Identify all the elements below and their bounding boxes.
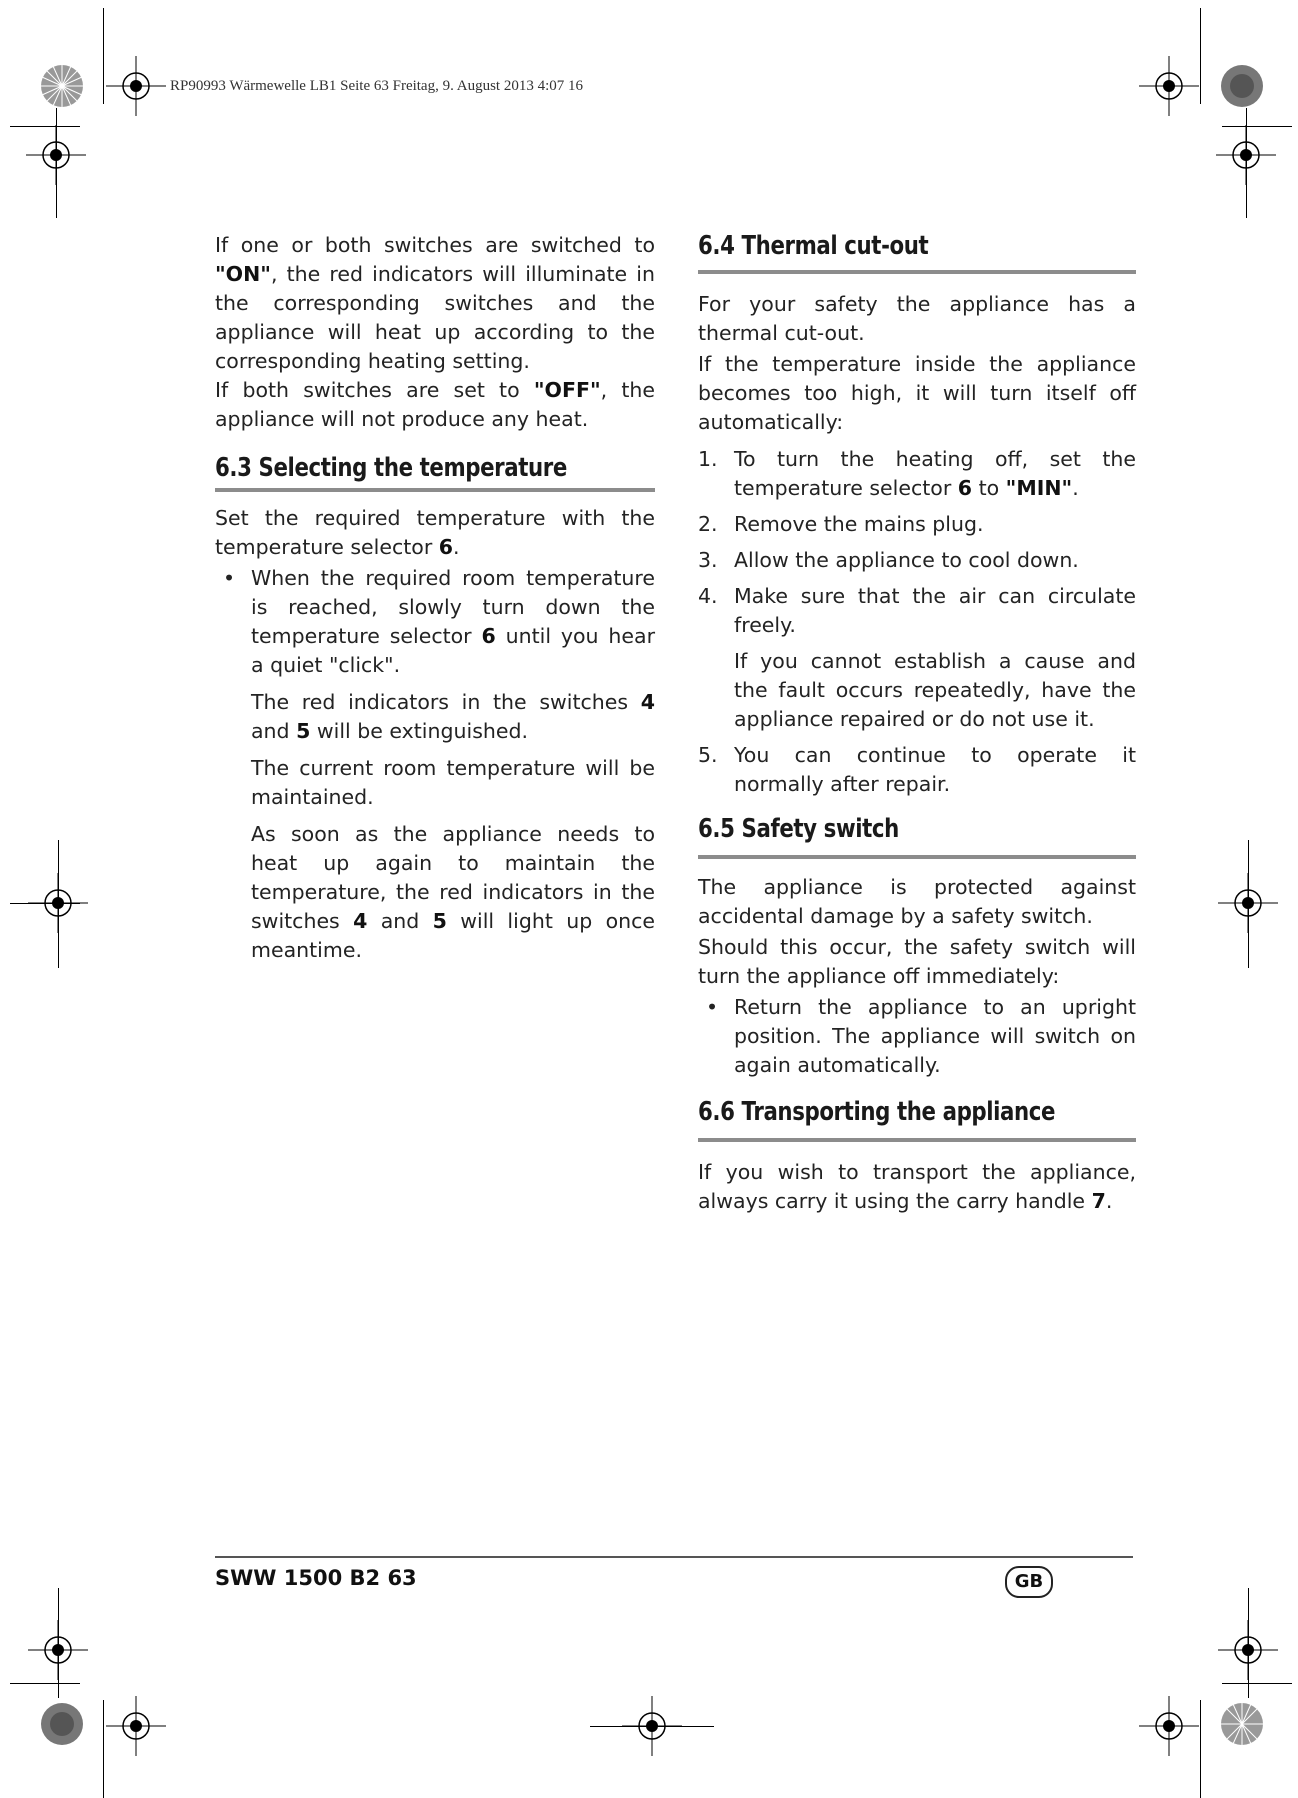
print-slug-line: RP90993 Wärmewelle LB1 Seite 63 Freitag, 9. August 2013 4:07 16	[170, 78, 584, 94]
registration-rosette-icon	[38, 1700, 86, 1748]
crop-line	[56, 108, 57, 218]
crop-line	[10, 903, 80, 904]
section-heading-6-6: 6.6 Transporting the appliance	[698, 1097, 1056, 1127]
section-heading-6-4: 6.4 Thermal cut-out	[698, 231, 929, 261]
list-item: 2. Remove the mains plug.	[698, 512, 984, 536]
paragraph: The appliance is protected against accidental damage by a safety switch.	[698, 875, 1136, 928]
crop-line	[1200, 8, 1201, 104]
footer-model-page: SWW 1500 B2 63	[215, 1566, 417, 1590]
crosshair-icon	[106, 56, 166, 116]
crop-line	[1222, 126, 1292, 127]
crop-line	[1246, 108, 1247, 218]
registration-rosette-icon	[1218, 62, 1266, 110]
crop-line	[58, 840, 59, 968]
section-heading-6-5: 6.5 Safety switch	[698, 814, 899, 844]
crop-line	[1248, 840, 1249, 968]
paragraph: If you cannot establish a cause and the fault occurs repeatedly, have the appliance repaired or do not use it.	[734, 649, 1136, 731]
crop-line	[58, 1588, 59, 1698]
paragraph: The current room temperature will be maintained.	[251, 756, 655, 809]
crop-line	[590, 1726, 714, 1727]
crop-line	[1248, 1588, 1249, 1698]
heading-rule	[215, 488, 655, 492]
page-footer	[215, 1556, 1133, 1592]
paragraph: Set the required temperature with the temperature selector 6.	[215, 506, 655, 559]
crop-line	[103, 8, 104, 104]
paragraph: For your safety the appliance has a thermal cut-out.	[698, 292, 1136, 345]
list-item: • Return the appliance to an upright position. The appliance will switch on again automatically.	[706, 995, 1136, 1077]
crosshair-icon	[1139, 56, 1199, 116]
heading-rule	[698, 270, 1136, 274]
paragraph: If the temperature inside the appliance becomes too high, it will turn itself off automatically:	[698, 352, 1136, 434]
list-item: 5. You can continue to operate it normally after repair.	[698, 743, 1136, 796]
paragraph: As soon as the appliance needs to heat up again to maintain the temperature, the red indicators in the switches 4 and 5 will light up once meantime.	[251, 822, 655, 962]
left-column	[215, 231, 655, 965]
paragraph: If one or both switches are switched to "ON", the red indicators will illuminate in the corresponding switches and the appliance will heat up according to the corresponding heating setting.	[215, 233, 655, 373]
language-badge: GB	[1005, 1566, 1053, 1598]
crosshair-icon	[1139, 1696, 1199, 1756]
paragraph: The red indicators in the switches 4 and 5 will be extinguished.	[251, 690, 655, 743]
list-item: 3. Allow the appliance to cool down.	[698, 548, 1079, 572]
right-column	[698, 228, 1136, 1216]
crop-line	[1200, 1700, 1201, 1798]
paragraph: Should this occur, the safety switch will turn the appliance off immediately:	[698, 935, 1136, 988]
crosshair-icon	[106, 1696, 166, 1756]
crop-line	[1222, 1683, 1292, 1684]
paragraph: If both switches are set to "OFF", the appliance will not produce any heat.	[215, 378, 655, 431]
section-heading-6-3: 6.3 Selecting the temperature	[215, 453, 567, 483]
heading-rule	[698, 1138, 1136, 1142]
footer-rule	[215, 1556, 1133, 1558]
list-item: • When the required room temperature is reached, slowly turn down the temperature selector 6 until you hear a quiet "click".	[223, 566, 655, 677]
crop-line	[10, 1683, 80, 1684]
registration-rosette-icon	[38, 62, 86, 110]
paragraph: If you wish to transport the appliance, always carry it using the carry handle 7.	[698, 1160, 1136, 1213]
heading-rule	[698, 855, 1136, 859]
list-item: 1. To turn the heating off, set the temperature selector 6 to "MIN".	[698, 447, 1136, 500]
crop-line	[10, 126, 80, 127]
registration-rosette-icon	[1218, 1700, 1266, 1748]
list-item: 4. Make sure that the air can circulate freely.	[698, 584, 1136, 637]
crop-line	[103, 1700, 104, 1798]
